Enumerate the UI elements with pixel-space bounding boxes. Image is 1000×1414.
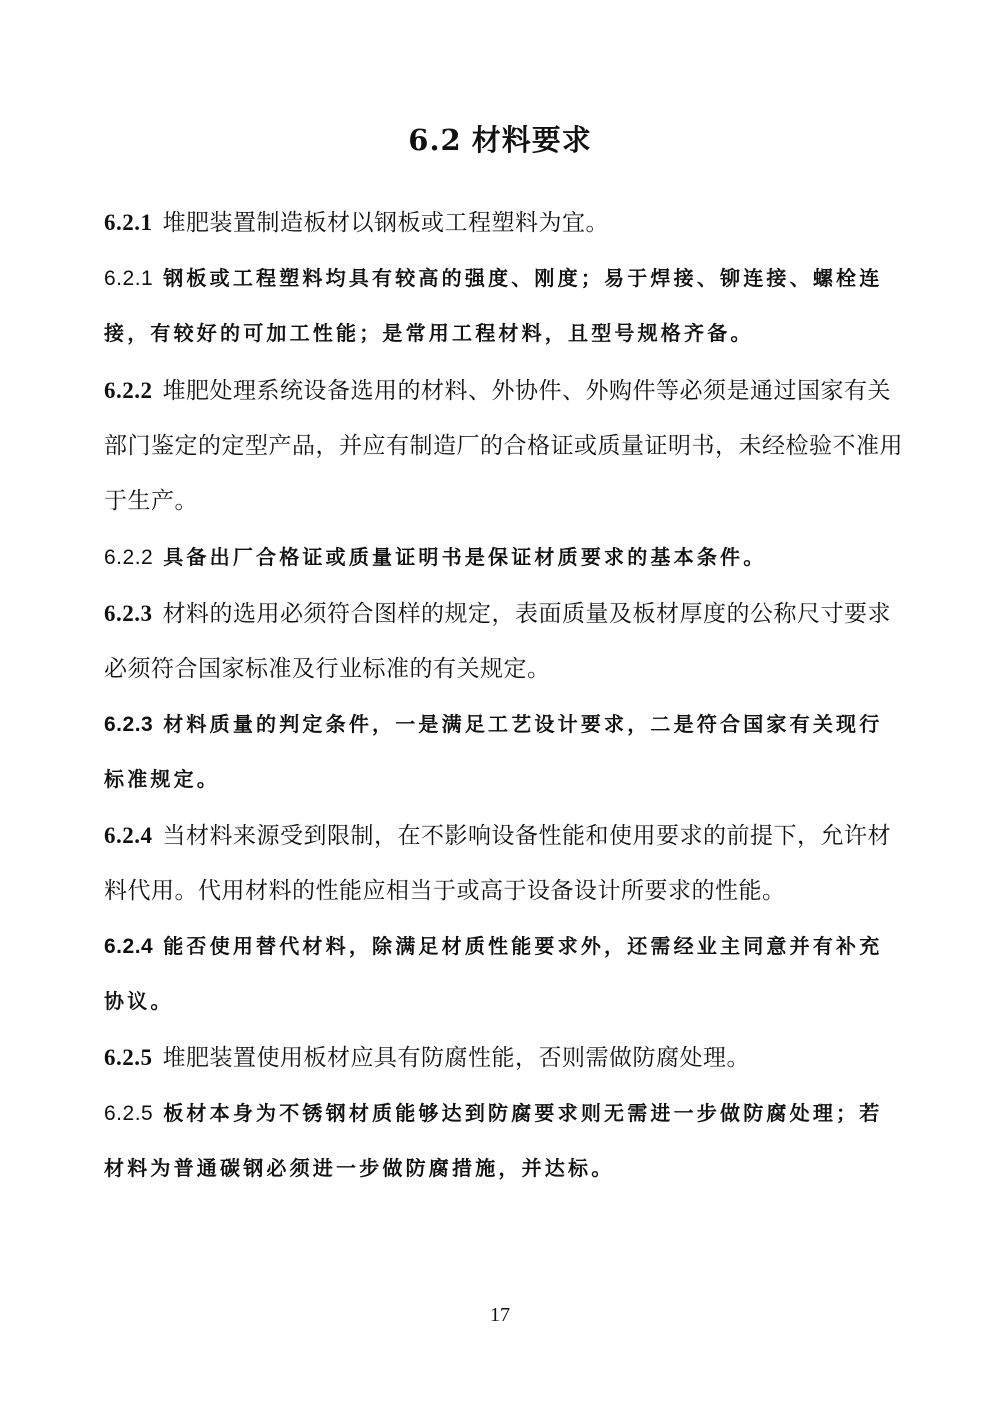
explanation-6-2-3 [104, 697, 904, 807]
explanation-6-2-4 [104, 919, 904, 1029]
clause-6-2-2 [104, 363, 904, 529]
clause-number: 6.2.3 [104, 601, 153, 626]
explanation-number: 6.2.4 [104, 935, 154, 958]
explanation-text: 具备出厂合格证或质量证明书是保证材质要求的基本条件。 [163, 545, 767, 569]
clause-number: 6.2.2 [104, 378, 153, 403]
clause-6-2-3 [104, 586, 904, 697]
clause-text: 材料的选用必须符合图样的规定，表面质量及板材厚度的公称尺寸要求必须符合国家标准及行业标准的有关规定。 [104, 601, 891, 682]
clause-number: 6.2.5 [104, 1045, 153, 1070]
explanation-text: 材料质量的判定条件，一是满足工艺设计要求，二是符合国家有关现行标准规定。 [104, 712, 883, 791]
explanation-text: 能否使用替代材料，除满足材质性能要求外，还需经业主同意并有补充协议。 [104, 934, 883, 1013]
section-number: 6.2 [408, 123, 462, 157]
explanation-text: 板材本身为不锈钢材质能够达到防腐要求则无需进一步做防腐处理；若材料为普通碳钢必须进一步做防腐措施，并达标。 [104, 1101, 883, 1180]
clause-number: 6.2.1 [104, 210, 153, 235]
clause-text: 堆肥装置制造板材以钢板或工程塑料为宜。 [162, 210, 609, 236]
explanation-6-2-5 [104, 1086, 904, 1196]
clause-text: 当材料来源受到限制，在不影响设备性能和使用要求的前提下，允许材料代用。代用材料的性能应相当于或高于设备设计所要求的性能。 [104, 823, 891, 904]
clause-6-2-5 [104, 1030, 904, 1086]
section-title-text: 材料要求 [471, 123, 592, 157]
clause-text: 堆肥处理系统设备选用的材料、外协件、外购件等必须是通过国家有关部门鉴定的定型产品，并应有制造厂的合格证或质量证明书，未经检验不准用于生产。 [104, 378, 903, 514]
clause-6-2-1 [104, 195, 904, 251]
clause-number: 6.2.4 [104, 823, 153, 848]
explanation-number: 6.2.3 [104, 713, 154, 736]
explanation-number: 6.2.1 [104, 267, 154, 290]
explanation-6-2-2 [104, 530, 904, 585]
explanation-number: 6.2.2 [104, 546, 154, 569]
explanation-number: 6.2.5 [104, 1102, 154, 1125]
clause-text: 堆肥装置使用板材应具有防腐性能，否则需做防腐处理。 [162, 1045, 750, 1071]
section-title [0, 118, 1000, 159]
explanation-text: 钢板或工程塑料均具有较高的强度、刚度；易于焊接、铆连接、螺栓连接，有较好的可加工性能；是常用工程材料，且型号规格齐备。 [104, 266, 883, 345]
explanation-6-2-1 [104, 251, 904, 361]
clause-6-2-4 [104, 808, 904, 919]
page-number: 17 [490, 1304, 510, 1326]
